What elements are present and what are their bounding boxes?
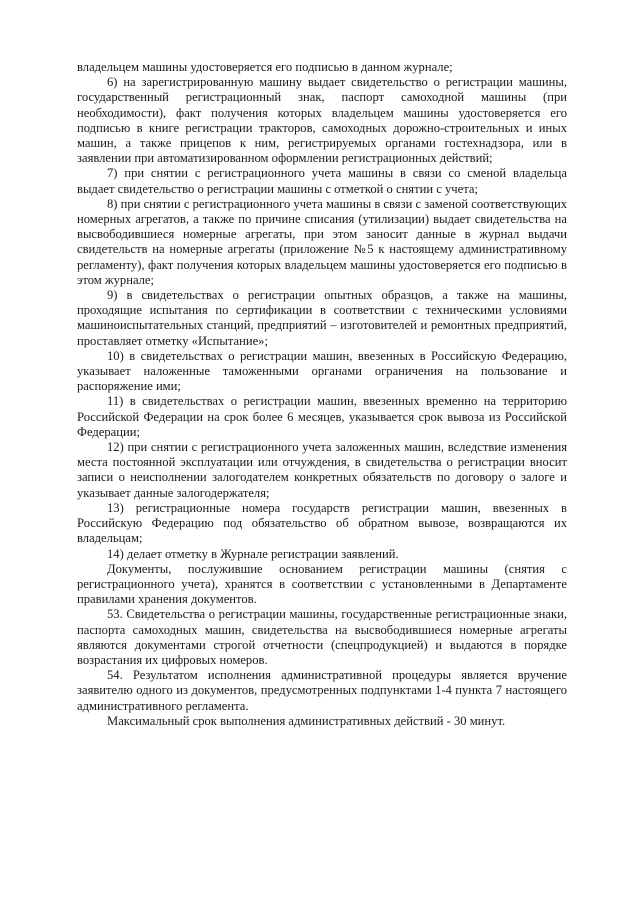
paragraph-item-11: 11) в свидетельствах о регистрации машин, ввезенных временно на территорию Российской Федерации на срок более 6 месяцев, указывается срок вывоза из Российской Федерации; (77, 394, 567, 439)
paragraph-item-14: 14) делает отметку в Журнале регистрации заявлений. (107, 546, 399, 561)
paragraph-section-54: 54. Результатом исполнения административной процедуры является вручение заявителю одного из документов, предусмотренных подпунктами 1-4 пункта 7 настоящего административного регламента. (77, 668, 567, 713)
paragraph-max-time: Максимальный срок выполнения административных действий - 30 минут. (107, 713, 506, 728)
paragraph-section-53: 53. Свидетельства о регистрации машины, государственные регистрационные знаки, паспорта самоходных машин, свидетельства на высвободившиеся номерные агрегаты являются документами строгой отчетности (спецпродукцией) и выдаются в порядке возрастания их цифровых номеров. (77, 607, 567, 667)
document-body (77, 60, 567, 729)
paragraph-item-10: 10) в свидетельствах о регистрации машин, ввезенных в Российскую Федерацию, указывает наложенные таможенными органами ограничения на пользование и распоряжение ими; (77, 348, 567, 394)
paragraph-item-7: 7) при снятии с регистрационного учета машины в связи со сменой владельца выдает свидетельство о регистрации машины с отметкой о снятии с учета; (77, 166, 567, 196)
paragraph-item-8: 8) при снятии с регистрационного учета машины в связи с заменой соответствующих номерных агрегатов, а также по причине списания (утилизации) выдает свидетельства на высвободившиеся номерные агрегаты, при этом заносит данные в журнал выдачи свидетельств на номерные агрегаты (приложение №5 к настоящему административному регламенту), факт получения которых владельцем машины удостоверяется его подписью в этом журнале; (77, 196, 567, 287)
paragraph-item-13: 13) регистрационные номера государств регистрации машин, ввезенных в Российскую Федерацию под обязательство об обратном вывозе, возвращаются их владельцам; (77, 500, 567, 546)
paragraph-documents-storage: Документы, послужившие основанием регистрации машины (снятия с регистрационного учета), хранятся в соответствии с установленными в Департаменте правилами хранения документов. (77, 561, 567, 607)
paragraph-item-9: 9) в свидетельствах о регистрации опытных образцов, а также на машины, проходящие испытания по сертификации в соответствии с техническими условиями машиноиспытательных станций, предприятий – изготовителей и ремонтных предприятий, проставляет отметку «Испытание»; (77, 288, 567, 348)
paragraph-item-12: 12) при снятии с регистрационного учета заложенных машин, вследствие изменения места постоянной эксплуатации или отчуждения, в свидетельства о регистрации вносит записи о неисполнении залогодателем конкретных обязательств по договору о залоге и указывает данные залогодержателя; (77, 440, 567, 500)
paragraph-continuation: владельцем машины удостоверяется его подписью в данном журнале; (77, 60, 453, 74)
paragraph-item-6: 6) на зарегистрированную машину выдает свидетельство о регистрации машины, государственный регистрационный знак, паспорт самоходной машины (при необходимости), факт получения которых владельцем машины удостоверяется его подписью в книге регистрации тракторов, самоходных дорожно-строительных и иных машин, а также прицепов к ним, регистрируемых органами гостехнадзора, или в заявлении при автоматизированном оформлении регистрационных действий; (77, 75, 567, 166)
